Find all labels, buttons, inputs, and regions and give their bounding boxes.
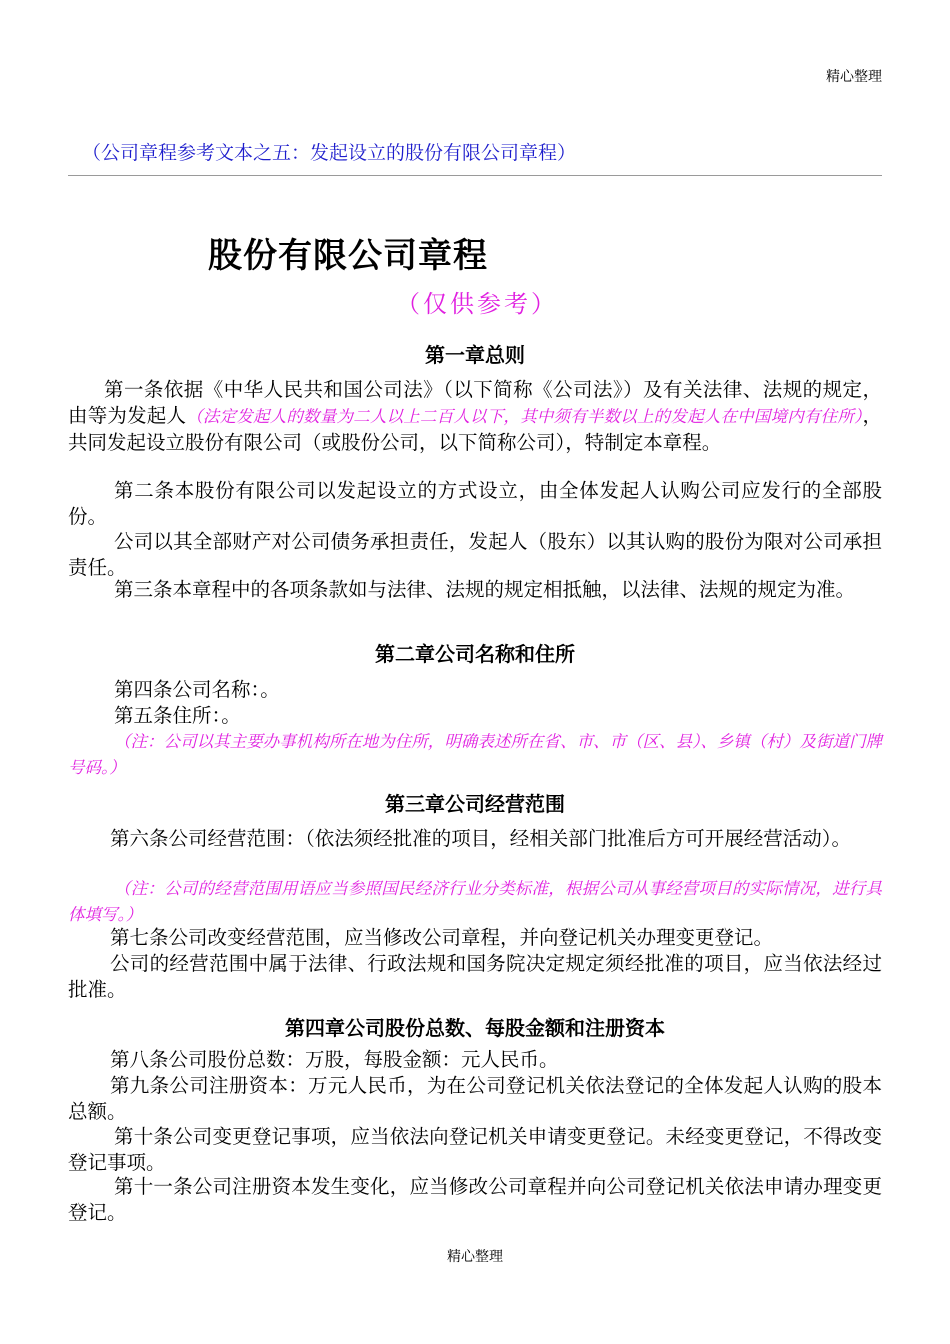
paragraph-approval: 公司的经营范围中属于法律、行政法规和国务院决定规定须经批准的项目，应当依法经过批准。 (68, 952, 882, 1001)
article-4: 第四条公司名称：。 (114, 678, 280, 701)
annotation-business-scope: （注：公司的经营范围用语应当参照国民经济行业分类标准，根据公司从事经营项目的实际情况，进行具体填写。） (68, 879, 882, 924)
article-1-text-b: ，共同发起设立股份有限公司（或股份公司，以下简称公司），特制定本章程。 (68, 404, 882, 454)
document-title: 股份有限公司章程 (208, 236, 488, 276)
chapter-heading: 第四章公司股份总数、每股金额和注册资本 (285, 1016, 665, 1040)
article-6: 第六条公司经营范围：（依法须经批准的项目，经相关部门批准后方可开展经营活动）。 (110, 827, 852, 850)
annotation-address: （注：公司以其主要办事机构所在地为住所，明确表述所在省、市、市（区、县）、乡镇（村）及街道门牌号码。） (68, 732, 882, 777)
article-7: 第七条公司改变经营范围，应当修改公司章程，并向登记机关办理变更登记。 (110, 926, 774, 949)
article-10: 第十条公司变更登记事项，应当依法向登记机关申请变更登记。未经变更登记，不得改变登记事项。 (68, 1125, 882, 1174)
article-1-annotation: （法定发起人的数量为二人以上二百人以下，其中须有半数以上的发起人在中国境内有住所） (186, 407, 863, 426)
header-note: 精心整理 (826, 69, 882, 85)
footer-note: 精心整理 (447, 1249, 503, 1265)
chapter-heading: 第三章公司经营范围 (385, 792, 565, 816)
article-9: 第九条公司注册资本：万元人民币，为在公司登记机关依法登记的全体发起人认购的股本总额。 (68, 1074, 882, 1123)
article-3: 第三条本章程中的各项条款如与法律、法规的规定相抵触，以法律、法规的规定为准。 (114, 578, 856, 601)
article-1 (68, 377, 882, 456)
document-subtitle: （仅供参考） (396, 290, 558, 318)
article-8: 第八条公司股份总数：万股，每股金额：元人民币。 (110, 1048, 559, 1071)
article-5: 第五条住所：。 (114, 704, 241, 727)
article-11: 第十一条公司注册资本发生变化，应当修改公司章程并向公司登记机关依法申请办理变更登记。 (68, 1175, 882, 1224)
article-1-text-a: 第一条依据《中华人民共和国公司法》（以下简称《公司法》）及有关法律、法规的规定，由等为发起人 (68, 378, 882, 427)
chapter-heading: 第二章公司名称和住所 (375, 642, 575, 666)
reference-title: （公司章程参考文本之五：发起设立的股份有限公司章程） (82, 142, 577, 164)
header-divider (68, 175, 882, 176)
article-2: 第二条本股份有限公司以发起设立的方式设立，由全体发起人认购公司应发行的全部股份。 (68, 479, 882, 528)
chapter-heading: 第一章总则 (425, 343, 525, 367)
paragraph-liability: 公司以其全部财产对公司债务承担责任，发起人（股东）以其认购的股份为限对公司承担责任。 (68, 530, 882, 579)
